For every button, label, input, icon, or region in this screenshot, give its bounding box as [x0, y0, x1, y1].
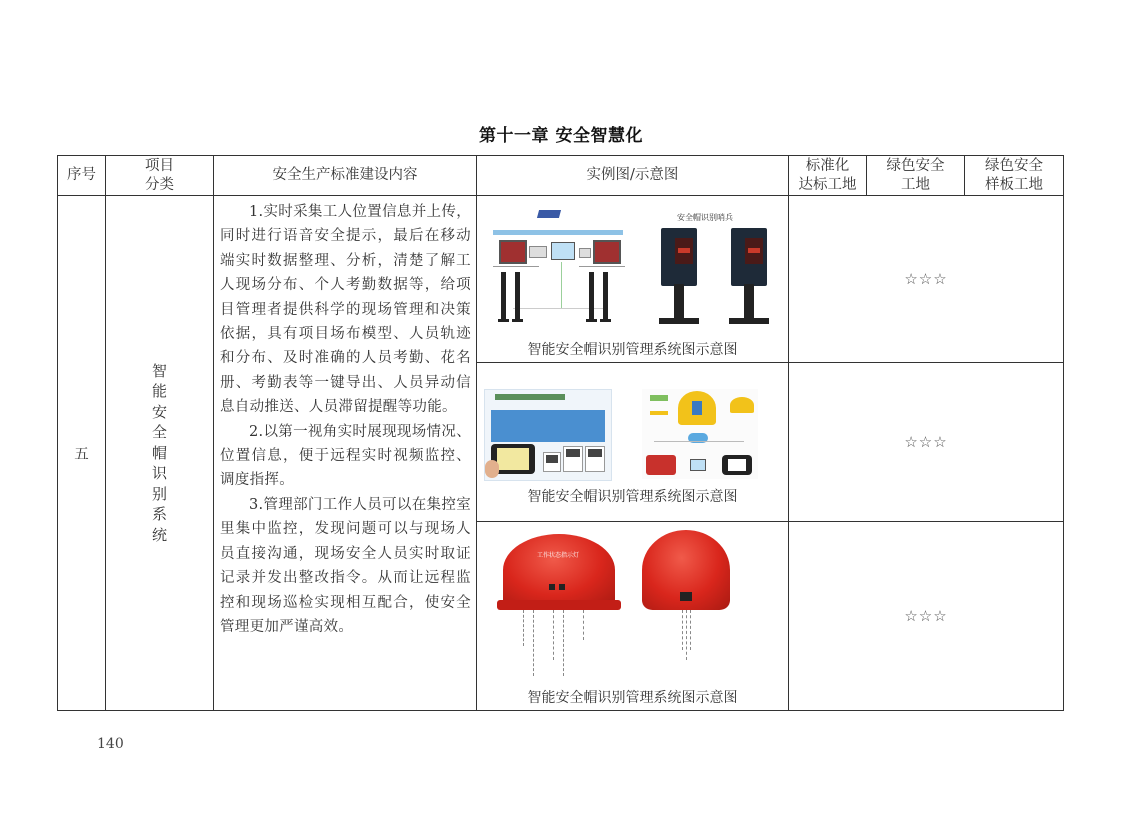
chapter-title: 第十一章 安全智慧化 [479, 126, 643, 146]
row-seq: 五 [58, 196, 106, 711]
rating-cell-1 [789, 196, 1064, 363]
table-header-row [58, 156, 1064, 196]
page-number: 140 [97, 736, 124, 752]
star-rating: ☆☆☆ [904, 270, 948, 288]
mobile-app-screenshot-image [484, 389, 612, 481]
safety-standards-table [57, 155, 1064, 711]
header-category: 项目 分类 [106, 156, 214, 196]
header-sample-site: 绿色安全 样板工地 [965, 156, 1064, 196]
star-rating: ☆☆☆ [904, 607, 948, 625]
star-rating: ☆☆☆ [904, 433, 948, 451]
kiosk-label: 安全帽识别哨兵 [677, 213, 733, 222]
content-paragraph-2: 2.以第一视角实时展现现场情况、位置信息，便于远程实时视频监控、调度指挥。 [220, 423, 471, 489]
helmet-sentry-kiosk-image [647, 206, 777, 316]
sentry-pole-icon [515, 272, 520, 320]
computer-icon [551, 242, 575, 260]
camera-icon [680, 592, 692, 601]
red-helmet-icon [503, 534, 615, 606]
image-caption-3: 智能安全帽识别管理系统图示意图 [527, 690, 738, 706]
network-diagram-image [483, 202, 629, 322]
smart-helmet-system-image [642, 389, 758, 479]
content-paragraph-3: 3.管理部门工作人员可以在集控室里集中监控，发现问题可以与现场人员直接沟通，现场安全人员实时取证记录并发出整改指令。从而让远程监控和现场巡检实现相互配合，使安全管理更加严谨高效。 [220, 496, 471, 635]
header-example: 实例图/示意图 [477, 156, 789, 196]
sentry-pole-icon [501, 272, 506, 320]
row-category [106, 196, 214, 711]
table-row [58, 196, 1064, 363]
display-screen-icon [499, 240, 527, 264]
rating-cell-2 [789, 363, 1064, 522]
row-content [214, 196, 477, 711]
helmet-indicator-label: 工作状态指示灯 [537, 552, 580, 559]
sentry-pole-icon [589, 272, 594, 320]
rating-cell-3 [789, 522, 1064, 711]
switch-icon [537, 210, 561, 218]
sentry-pole-icon [603, 272, 608, 320]
red-helmet-side-image [497, 530, 627, 680]
example-image-cell-2 [477, 363, 789, 522]
image-caption-1: 智能安全帽识别管理系统图示意图 [527, 342, 738, 358]
category-vertical-text: 智能安全帽识别系统 [151, 361, 167, 544]
display-screen-icon [593, 240, 621, 264]
content-paragraph-1: 1.实时采集工人位置信息并上传，同时进行语音安全提示，最后在移动端实时数据整理、分析，清楚了解工人现场分布、个人考勤数据等，给项目管理者提供科学的现场管理和决策依据，具有项目场布模型、人员轨迹和分布、及时准确的人员考勤、花名册、考勤表等一键导出、人员异动信息自动推送、人员滞留提醒等功能。 [220, 204, 471, 416]
image-caption-2: 智能安全帽识别管理系统图示意图 [527, 489, 738, 505]
alarm-box-icon [646, 455, 676, 475]
header-content: 安全生产标准建设内容 [214, 156, 477, 196]
header-seq: 序号 [58, 156, 106, 196]
example-image-cell-3 [477, 522, 789, 711]
header-green-site: 绿色安全 工地 [867, 156, 965, 196]
example-image-cell-1 [477, 196, 789, 363]
red-helmet-back-image [642, 530, 732, 680]
header-standard-site: 标准化 达标工地 [789, 156, 867, 196]
